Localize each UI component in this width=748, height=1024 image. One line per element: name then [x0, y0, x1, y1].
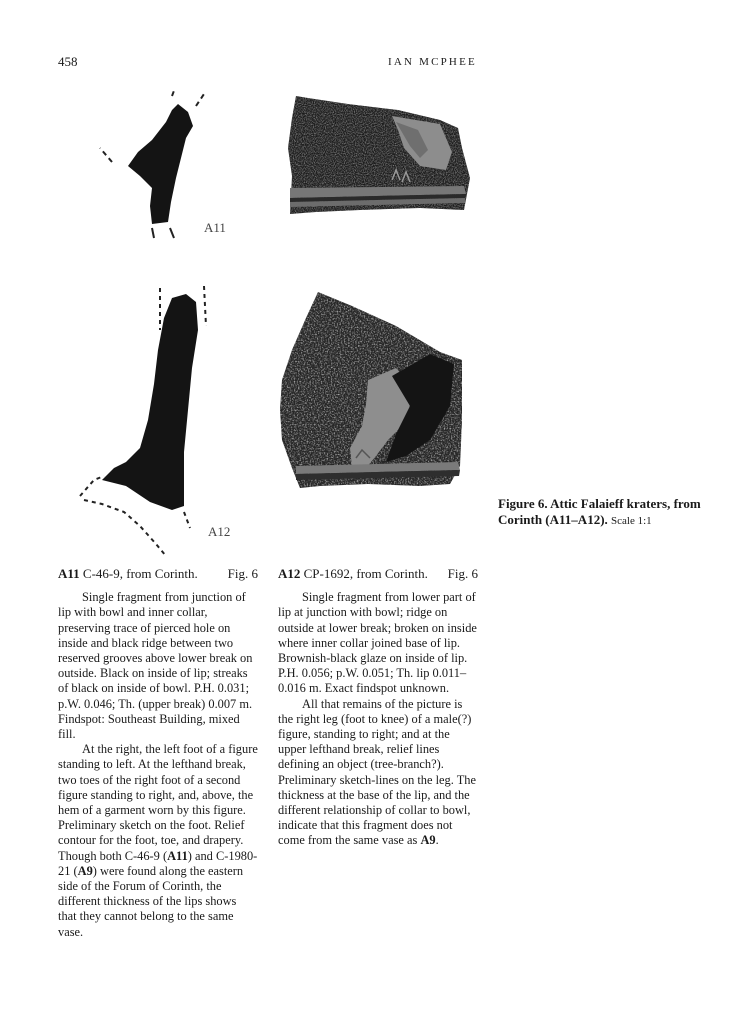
catalogue-entry-a11: [58, 566, 258, 940]
entry-description: Single fragment from lower part of lip at junction with bowl; ridge on outside at lower break; broken on inside where inner collar joined base of lip. Brownish-black glaze on inside of lip. P.H. 0.056; p.W. 0.051; Th. lip 0.011–0.016 m. Exact findspot unknown.: [278, 590, 477, 696]
entry-commentary: At the right, the left foot of a figure standing to left. At the lefthand break, two toes of the right foot of a second figure standing to right, and, above, the hem of a garment worn by this figure. Preliminary sketch on the foot. Relief contour for the foot, toe, and drapery. Though both C-46-9 (A11) and C-1980-21 (A9) were found along the eastern side of the Forum of Corinth, the different thickness of the lips shows that they cannot belong to the same vase.: [58, 742, 258, 939]
entry-heading: [58, 566, 258, 581]
cross-reference: A9: [77, 863, 93, 878]
entry-commentary: All that remains of the picture is the right leg (foot to knee) of a male(?) figure, standing to right; and at the upper lefthand break, relief lines defining an object (tree-branch?). Preliminary sketch-lines on the leg. The thickness at the base of the lip, and the different relationship of collar to bowl, indicate that this fragment does not come from the same vase as A9.: [278, 696, 476, 848]
figure-label-a11: A11: [204, 220, 226, 235]
caption-scale: Scale 1:1: [611, 515, 652, 527]
figure-caption: [498, 496, 718, 529]
a11-profile-drawing: [100, 88, 204, 238]
a12-profile-drawing: [80, 286, 206, 556]
entry-fig-ref: Fig. 6: [447, 566, 478, 581]
entry-inventory: CP-1692, from Corinth.: [303, 566, 428, 581]
entry-heading: [278, 566, 478, 581]
entry-inventory: C-46-9, from Corinth.: [82, 566, 198, 581]
a12-fragment-photo: [280, 292, 462, 488]
a11-fragment-photo: [288, 96, 470, 214]
catalogue-entry-a12: [278, 566, 478, 849]
entry-id: A12: [278, 566, 301, 581]
figure-label-a12: A12: [208, 524, 231, 539]
page-number: 458: [58, 54, 78, 69]
entry-description: Single fragment from junction of lip with bowl and inner collar, preserving trace of pierced hole on inside and black ridge between two reserved grooves above lower break on outside. Black on inside of lip; streaks of black on inside of bowl. P.H. 0.031; p.W. 0.046; Th. (upper break) 0.007 m. Findspot: Southeast Building, mixed fill.: [58, 590, 253, 742]
caption-title: Figure 6. Attic Falaieff kraters, from Corinth (A11–A12).: [498, 496, 701, 527]
running-head: IAN MCPHEE: [388, 56, 477, 68]
cross-reference: A9: [420, 833, 436, 848]
entry-fig-ref: Fig. 6: [227, 566, 258, 581]
entry-id: A11: [58, 566, 80, 581]
cross-reference: A11: [167, 848, 188, 863]
